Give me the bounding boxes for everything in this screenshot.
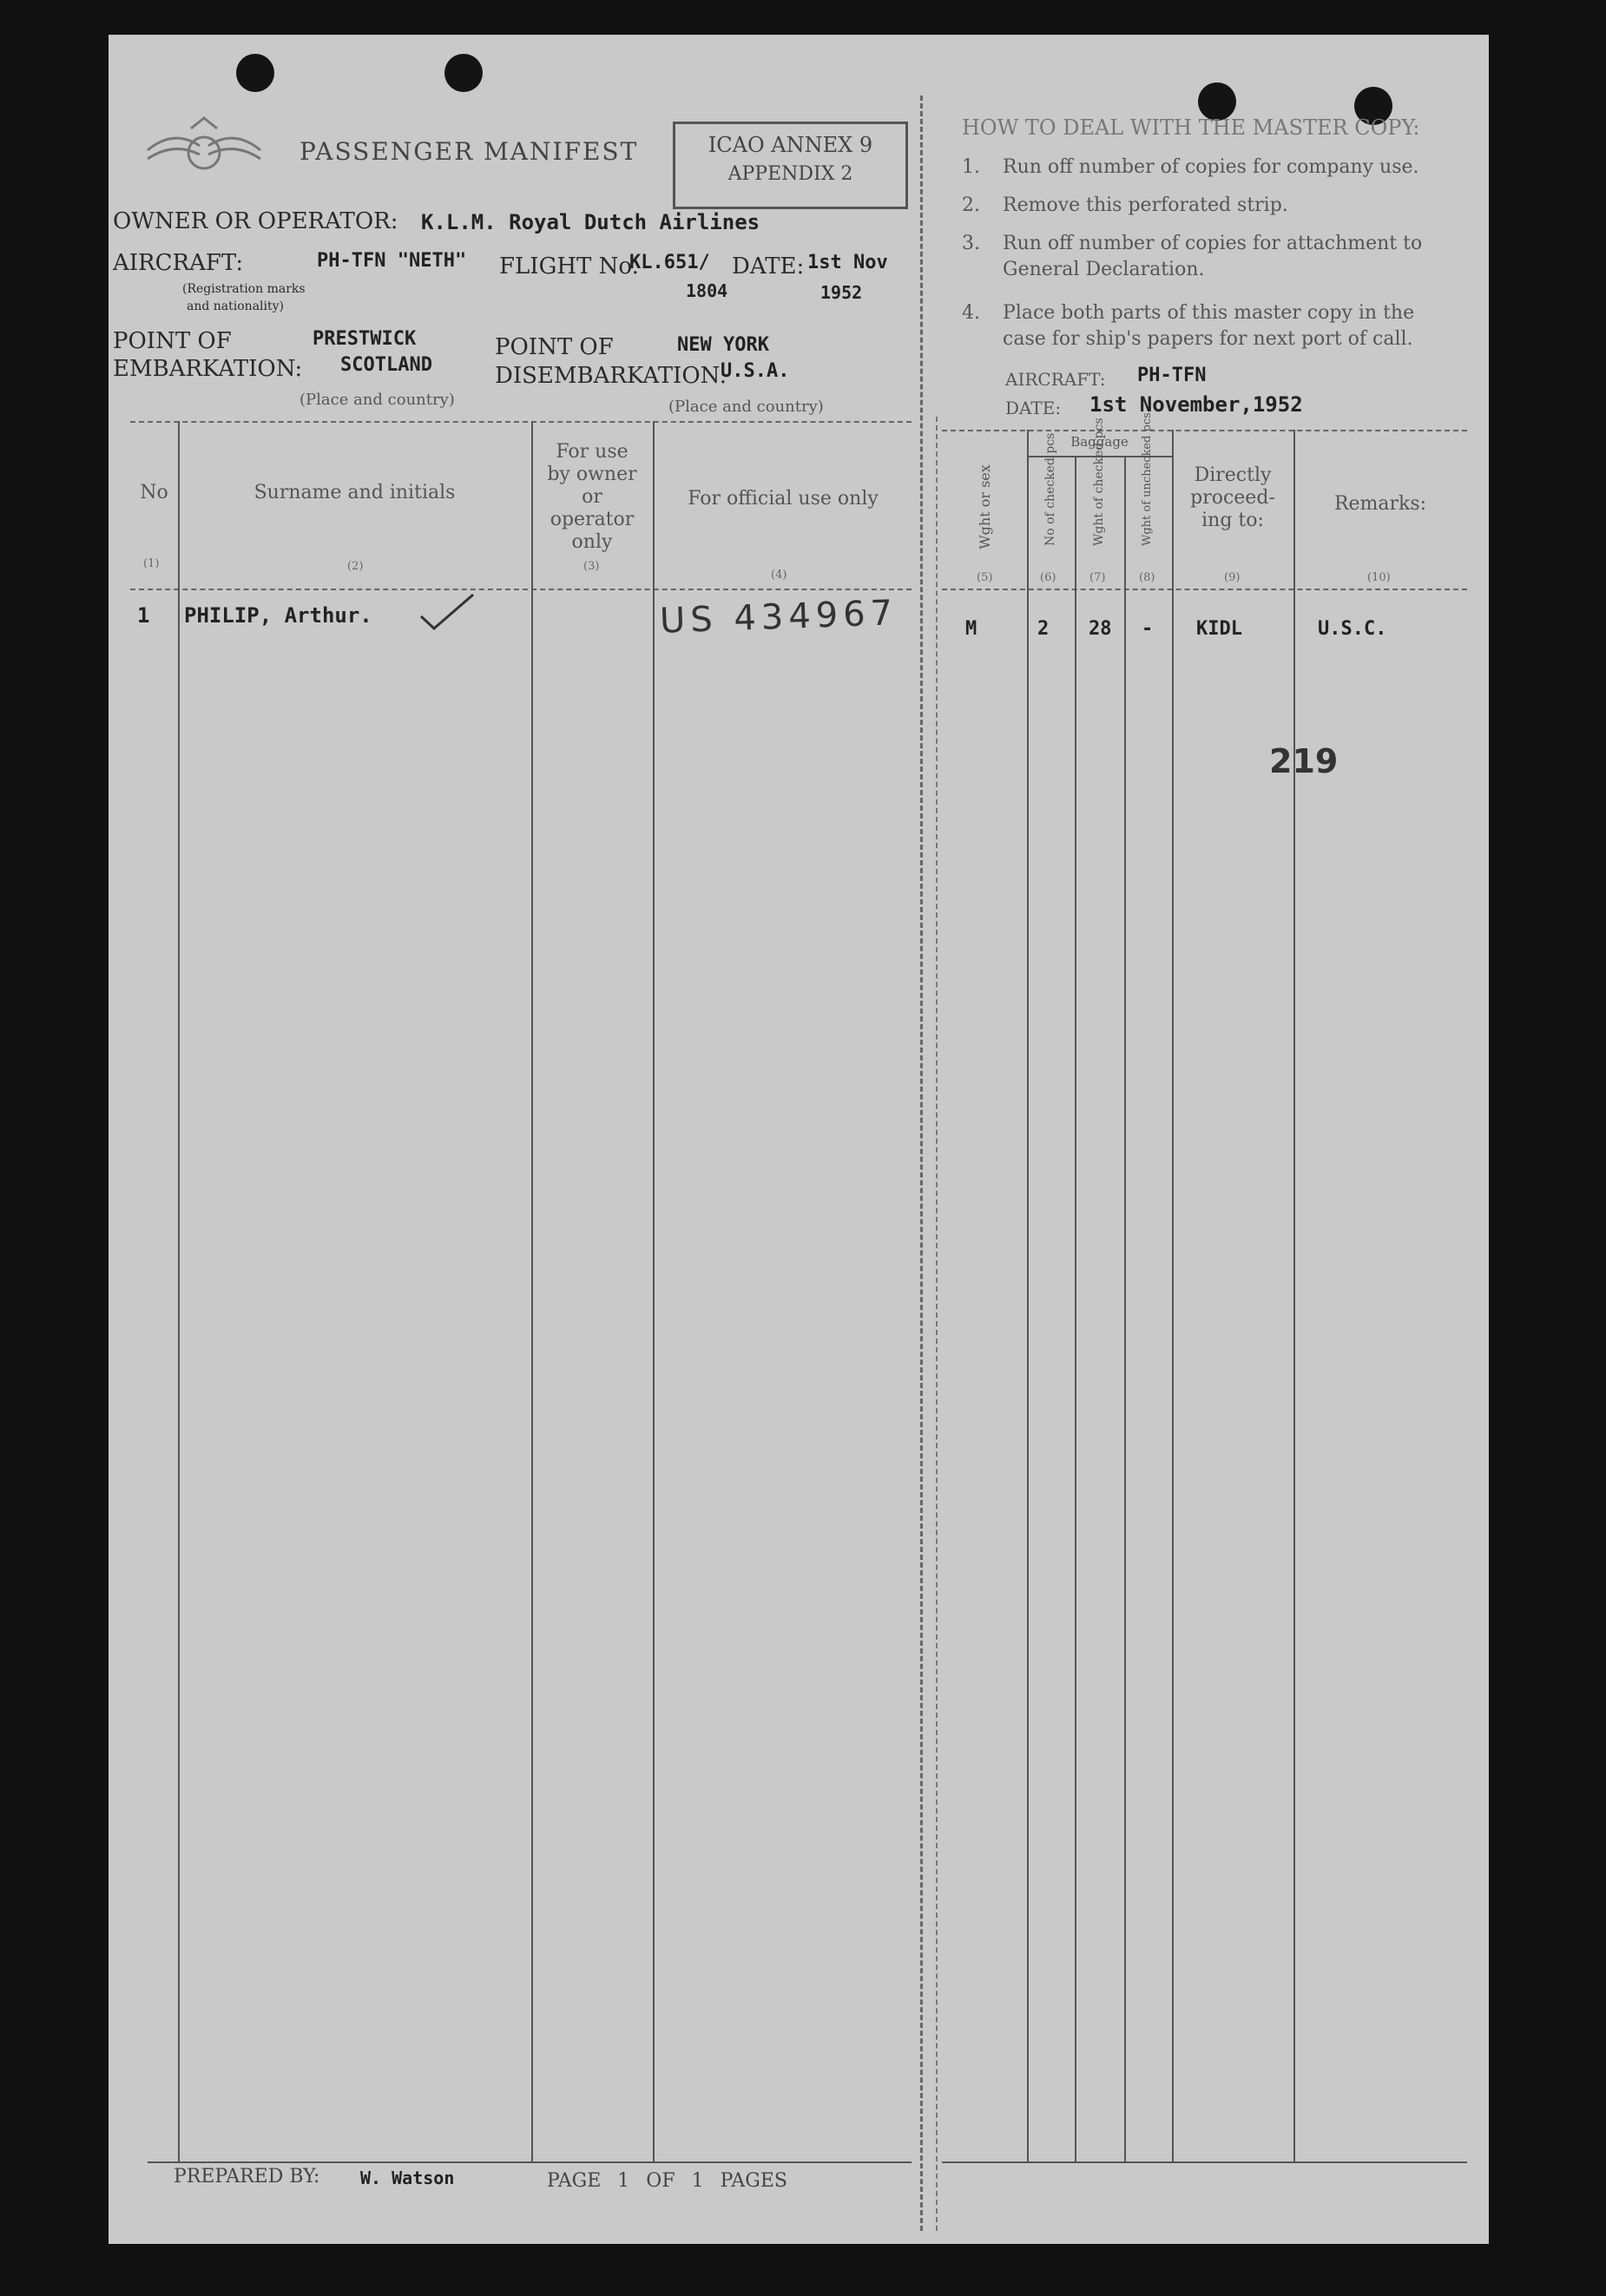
col-num: (2): [347, 560, 364, 573]
row-unchecked: -: [1142, 618, 1154, 640]
col-num: (3): [583, 560, 600, 573]
col-num: (4): [771, 569, 787, 582]
instr-date-value: 1st November,1952: [1089, 392, 1303, 417]
col-num: (7): [1089, 571, 1106, 584]
flight-label: FLIGHT No.: [499, 253, 639, 280]
col-num: (10): [1367, 571, 1391, 584]
instruction-text-2: Remove this perforated strip.: [1003, 194, 1288, 216]
manifest-sheet: [109, 35, 1489, 2244]
disembarkation-label-1: POINT OF: [495, 334, 614, 360]
instruction-text-4b: case for ship's papers for next port of call.: [1003, 328, 1413, 350]
date-label: DATE:: [732, 253, 805, 280]
date-value-2: 1952: [820, 282, 863, 303]
row-weight: 28: [1089, 618, 1112, 640]
col-header-surname: Surname and initials: [253, 482, 456, 503]
table-bottom-line: [148, 2161, 912, 2163]
icao-line-1: ICAO ANNEX 9: [708, 133, 873, 157]
col-header-official: For official use only: [688, 488, 879, 510]
col-divider-no: [178, 421, 180, 2161]
owner-label: OWNER OR OPERATOR:: [113, 208, 398, 234]
col-divider-unchecked: [1172, 430, 1174, 2161]
punch-hole: [444, 54, 483, 92]
embarkation-value-1: PRESTWICK: [313, 328, 417, 350]
checkmark-icon: [417, 590, 477, 634]
embarkation-label-1: POINT OF: [113, 328, 232, 354]
disembarkation-value-1: NEW YORK: [677, 334, 769, 356]
perforation-line-2: [936, 417, 938, 2231]
instr-aircraft-value: PH-TFN: [1137, 365, 1207, 386]
col-header-wght-unchecked: Wght of unchecked pcs: [1141, 412, 1154, 546]
instruction-num-2: 2.: [962, 194, 980, 216]
instruction-num-4: 4.: [962, 302, 980, 324]
embarkation-sub: (Place and country): [299, 391, 455, 409]
col-divider-pcs: [1075, 456, 1076, 2161]
aircraft-label: AIRCRAFT:: [113, 250, 244, 276]
row-remarks: U.S.C.: [1318, 618, 1387, 640]
embarkation-value-2: SCOTLAND: [340, 354, 432, 376]
col-num: (9): [1224, 571, 1241, 584]
page-count: PAGE 1 OF 1 PAGES: [547, 2170, 787, 2192]
aircraft-value: PH-TFN "NETH": [317, 250, 467, 272]
col-num: (8): [1139, 571, 1155, 584]
stamp-number: 219: [1269, 742, 1339, 780]
col-divider-proceeding: [1293, 430, 1295, 2161]
col-header-directly-2: proceed-: [1190, 487, 1275, 509]
table-top-line-right: [942, 430, 1467, 431]
perforation-line: [920, 95, 923, 2231]
col-header-owner-2: by owner: [547, 464, 637, 485]
prepared-value: W. Watson: [360, 2168, 455, 2188]
col-header-owner-1: For use: [556, 441, 629, 463]
col-header-remarks: Remarks:: [1333, 493, 1427, 515]
col-header-no-checked: No of checked pcs: [1043, 432, 1057, 546]
disembarkation-sub: (Place and country): [668, 398, 824, 416]
col-divider-wght: [1124, 456, 1126, 2161]
instruction-num-1: 1.: [962, 156, 980, 178]
icao-box: [673, 122, 908, 209]
instruction-text-4: Place both parts of this master copy in the: [1003, 302, 1415, 324]
col-divider-owner: [653, 421, 655, 2161]
row-sex: M: [965, 618, 977, 640]
instruction-text-1: Run off number of copies for company use.: [1003, 156, 1419, 178]
col-header-owner-4: operator: [550, 509, 635, 530]
col-divider-weight: [1027, 430, 1029, 2161]
aircraft-sublabel-2: and nationality): [187, 299, 284, 313]
instruction-text-3b: General Declaration.: [1003, 259, 1205, 280]
col-header-wght-checked: Wght of checked pcs: [1092, 418, 1106, 546]
aircraft-sublabel-1: (Registration marks: [182, 282, 306, 296]
col-header-baggage: Baggage: [1070, 434, 1129, 450]
table-bottom-line-right: [942, 2161, 1467, 2163]
punch-hole: [236, 54, 274, 92]
row-name: PHILIP, Arthur.: [184, 603, 372, 628]
header-bottom-line-right: [942, 589, 1467, 590]
col-num: (1): [143, 557, 160, 570]
col-header-owner-3: or: [582, 486, 602, 508]
instruction-text-3: Run off number of copies for attachment to: [1003, 233, 1423, 254]
manifest-title: PASSENGER MANIFEST: [299, 137, 639, 166]
col-header-owner-5: only: [571, 531, 613, 553]
col-header-no: No: [140, 482, 168, 503]
col-header-directly-1: Directly: [1194, 464, 1272, 486]
row-proceeding: KIDL: [1196, 618, 1242, 640]
row-no: 1: [137, 603, 150, 628]
table-top-line: [130, 421, 912, 423]
icao-line-2: APPENDIX 2: [727, 163, 853, 185]
disembarkation-label-2: DISEMBARKATION:: [495, 363, 727, 389]
row-official-number: US 434967: [659, 593, 898, 641]
col-header-weight-sex: Wght or sex: [977, 464, 993, 549]
owner-value: K.L.M. Royal Dutch Airlines: [421, 210, 760, 234]
col-divider-surname: [531, 421, 533, 2161]
col-header-directly-3: ing to:: [1201, 510, 1264, 531]
col-num: (5): [977, 571, 993, 584]
header-bottom-line: [130, 589, 912, 590]
disembarkation-value-2: U.S.A.: [721, 360, 790, 382]
flight-value: KL.651/: [629, 252, 710, 273]
prepared-label: PREPARED BY:: [174, 2166, 320, 2187]
instructions-title: HOW TO DEAL WITH THE MASTER COPY:: [962, 115, 1420, 140]
date-value: 1st Nov: [807, 252, 888, 273]
instr-date-label: DATE:: [1005, 398, 1062, 418]
flight-value-2: 1804: [686, 280, 728, 301]
instruction-num-3: 3.: [962, 233, 980, 254]
instr-aircraft-label: AIRCRAFT:: [1005, 369, 1106, 390]
row-pieces: 2: [1037, 618, 1050, 640]
col-num: (6): [1040, 571, 1056, 584]
klm-emblem-icon: [139, 111, 269, 189]
embarkation-label-2: EMBARKATION:: [113, 356, 303, 382]
